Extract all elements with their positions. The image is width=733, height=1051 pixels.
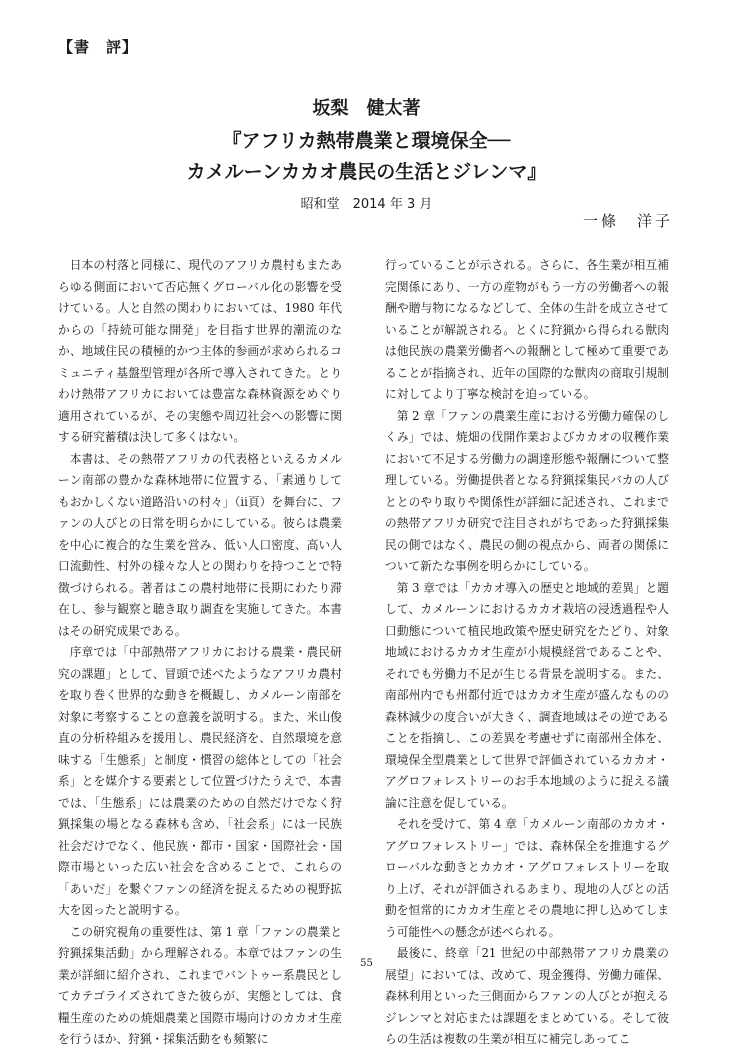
paragraph: 第 2 章「ファンの農業生産における労働力確保のしくみ」では、焼畑の伐開作業およびカカオの収穫作業において不足する労働力の調達形態や報酬について整理している。労働提供者となる狩猟採集民バカの人びととのやり取りや関係性が詳細に記述され、これまでの熱帯アフリカ研究で注目されがちであった狩猟採集民の側ではなく、農民の側の視点から、両者の関係について新たな事例を明らかにしている。 bbox=[385, 408, 669, 573]
paragraph: この研究視角の重要性は、第 1 章「ファンの農業と狩猟採集活動」から理解される。本章ではファンの生業が詳細に紹介され、これまでバントゥー系農民としてカテゴライズされてきた彼らが、実態としては、食糧生産のための焼畑農業と国際市場向けのカカオ生産を行うほか、狩猟・採集活動をも頻繁に bbox=[58, 924, 342, 1046]
paragraph: それを受けて、第 4 章「カメルーン南部のカカオ・アグロフォレストリー」では、森林保全を推進するグローバルな動きとカカオ・アグロフォレストリーを取り上げ、それが評価されるあまり、現地の人びとの活動を恒常的にカカオ生産とその農地に押し込めてしまう可能性への懸念が述べられる。 bbox=[385, 817, 669, 939]
right-column bbox=[385, 255, 669, 1051]
paragraph: 行っていることが示される。さらに、各生業が相互補完関係にあり、一方の産物がもう一方の労働者への報酬や贈与物になるなどして、全体の生計を成立させていることが解説される。とくに狩猟から得られる獣肉は他民族の農業労働者への報酬として極めて重要であることが指摘され、近年の国際的な獣肉の商取引規制に対してより丁寧な検討を迫っている。 bbox=[385, 258, 669, 401]
reviewer-name: 一條 洋子 bbox=[582, 212, 673, 230]
paragraph: 最後に、終章「21 世紀の中部熱帯アフリカ農業の展望」においては、改めて、現金獲得、労働力確保、森林利用といった三側面からファンの人びとが抱えるジレンマと対応または課題をまとめている。そして彼らの生活は複数の生業が相互に補完しあってこ bbox=[385, 946, 669, 1046]
book-author: 坂梨 健太著 bbox=[312, 98, 421, 119]
book-publisher: 昭和堂 2014 年 3 月 bbox=[300, 197, 433, 212]
section-label: 【書 評】 bbox=[58, 38, 139, 56]
left-column bbox=[58, 255, 342, 1051]
page-number: 55 bbox=[360, 958, 373, 969]
paragraph: 第 3 章では「カカオ導入の歴史と地域的差異」と題して、カメルーンにおけるカカオ栽培の浸透過程や人口動態について植民地政策や歴史研究をたどり、対象地域におけるカカオ生産が小規模経営であることや、それでも労働力不足が生じる背景を説明する。また、南部州内でも州都付近ではカカオ生産が盛んなものの森林減少の度合いが大きく、調査地域はその逆であることを指摘し、この差異を考慮せずに南部州全体を、環境保全型農業として世界で評価されているカカオ・アグロフォレストリーのお手本地域のように捉える議論に注意を促している。 bbox=[385, 580, 669, 810]
book-title-line-2: カメルーンカカオ農民の生活とジレンマ』 bbox=[186, 161, 547, 183]
paragraph: 日本の村落と同様に、現代のアフリカ農村もまたあらゆる側面において否応無くグローバル化の影響を受けている。人と自然の関わりにおいては、1980 年代からの「持続可能な開発」を目指す世界的潮流のなか、地域住民の積極的かつ主体的参画が求められるコミュニティ基盤型管理が各所で導入されてきた。とりわけ熱帯アフリカにおいては豊富な森林資源をめぐり適用されているが、その実態や周辺社会への影響に関する研究蓄積は決して多くはない。 bbox=[58, 258, 342, 444]
book-title-line-1: 『アフリカ熱帯農業と環境保全── bbox=[222, 130, 511, 152]
paragraph: 本書は、その熱帯アフリカの代表格といえるカメルーン南部の豊かな森林地帯に位置する、「素通りしてもおかしくない道路沿いの村々」（ⅱ頁）を舞台に、ファンの人びとの日常を明らかにしている。彼らは農業を中心に複合的な生業を営み、低い人口密度、高い人口流動性、村外の様々な人との関わりを持つことで特徴づけられる。著者はこの農村地帯に長期にわたり滞在し、参与観察と聴き取り調査を実施してきた。本書はその研究成果である。 bbox=[58, 451, 342, 638]
paragraph: 序章では「中部熱帯アフリカにおける農業・農民研究の課題」として、冒頭で述べたようなアフリカ農村を取り巻く世界的な動きを概観し、カメルーン南部を対象に考察することの意義を説明する。また、米山俊直の分析枠組みを援用し、農民経済を、自然環境を意味する「生態系」と制度・慣習の総体としての「社会系」とを媒介する要素として位置づけたうえで、本書では、「生態系」には農業のための自然だけでなく狩猟採集の場となる森林も含め、「社会系」には一民族社会だけでなく、他民族・都市・国家・国際社会・国際市場といった広い社会を含めることで、これらの「あいだ」を繋ぐファンの経済を捉えるための視野拡大を図ったと説明する。 bbox=[58, 645, 342, 917]
